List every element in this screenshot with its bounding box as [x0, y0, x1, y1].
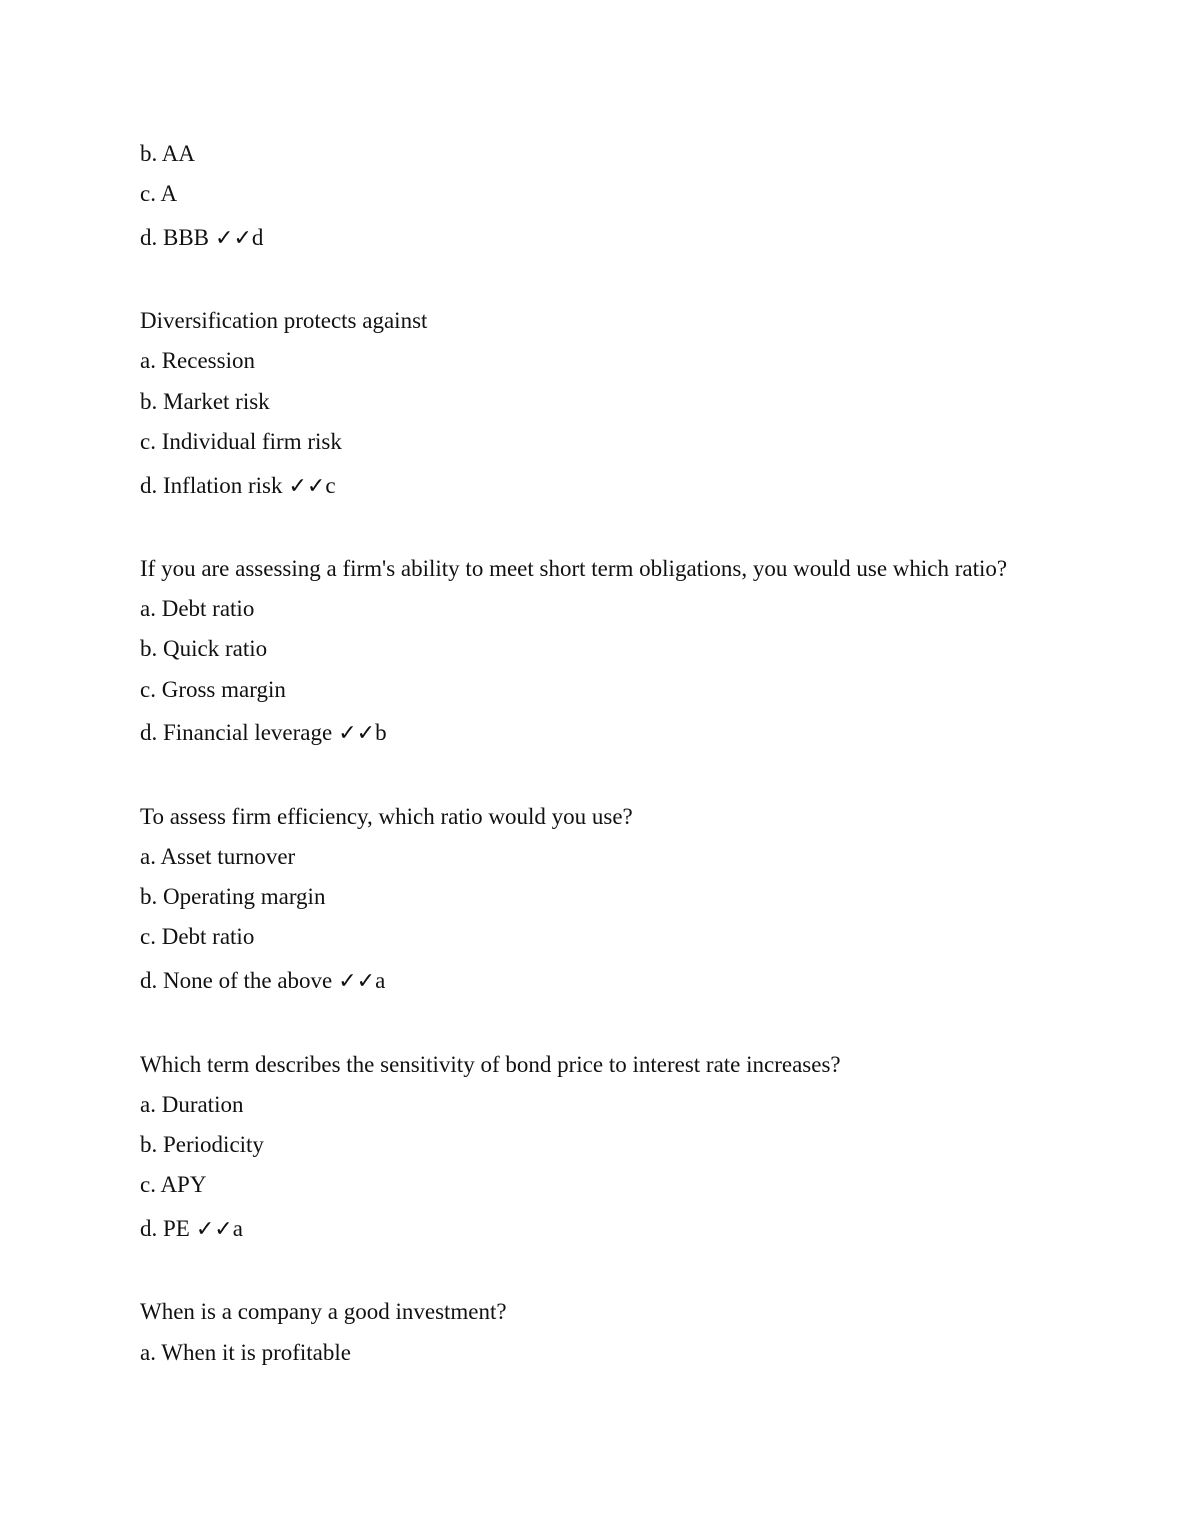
option-text: a. Recession: [140, 348, 255, 373]
answer-letter: c: [325, 473, 336, 498]
option-line: [140, 180, 177, 208]
option-line: [140, 347, 255, 375]
option-line: [140, 719, 387, 748]
option-text: a. When it is profitable: [140, 1340, 351, 1365]
option-line: [140, 843, 295, 871]
option-text: b. Quick ratio: [140, 636, 268, 661]
option-text: b. Market risk: [140, 389, 270, 414]
question-text: Diversification protects against: [140, 308, 428, 333]
option-text: d. PE: [140, 1216, 190, 1241]
question-text: Which term describes the sensitivity of bond price to interest rate increases?: [140, 1052, 841, 1077]
option-line: [140, 923, 254, 951]
answer-letter: d: [251, 225, 264, 250]
option-line: [140, 635, 267, 663]
option-text: b. Periodicity: [140, 1132, 264, 1157]
option-line: [140, 595, 254, 623]
option-line: [140, 1171, 206, 1199]
option-text: a. Duration: [140, 1092, 244, 1117]
option-text: a. Debt ratio: [140, 596, 255, 621]
option-text: b. Operating margin: [140, 884, 326, 909]
question-text: To assess firm efficiency, which ratio would you use?: [140, 804, 633, 829]
option-text: d. Financial leverage: [140, 720, 333, 745]
option-line: [140, 224, 263, 253]
option-text: d. Inflation risk: [140, 473, 283, 498]
option-line: [140, 428, 342, 456]
question-text: When is a company a good investment?: [140, 1299, 507, 1324]
option-text: c. Individual firm risk: [140, 429, 342, 454]
option-text: a. Asset turnover: [140, 844, 296, 869]
option-text: c. A: [140, 181, 178, 206]
option-text: d. BBB: [140, 225, 210, 250]
checkmark-icon: ✓✓: [195, 1217, 233, 1242]
checkmark-icon: ✓✓: [338, 721, 376, 746]
checkmark-icon: ✓✓: [215, 226, 252, 251]
answer-letter: a: [375, 968, 386, 993]
option-text: c. APY: [140, 1172, 207, 1197]
option-text: b. AA: [140, 141, 195, 166]
option-line: [140, 472, 336, 501]
option-text: c. Debt ratio: [140, 924, 255, 949]
option-text: d. None of the above: [140, 968, 333, 993]
option-text: c. Gross margin: [140, 677, 286, 702]
option-line: [140, 883, 325, 911]
option-line: [140, 1091, 243, 1119]
option-line: [140, 1339, 351, 1367]
answer-letter: b: [375, 720, 387, 745]
option-line: [140, 388, 270, 416]
option-line: [140, 1131, 264, 1159]
question-text: If you are assessing a firm's ability to meet short term obligations, you would use which ratio?: [140, 556, 1008, 581]
option-line: [140, 140, 195, 168]
checkmark-icon: ✓✓: [338, 969, 376, 994]
option-line: [140, 967, 385, 996]
checkmark-icon: ✓✓: [288, 474, 326, 499]
answer-letter: a: [232, 1216, 243, 1241]
option-line: [140, 1215, 243, 1244]
option-line: [140, 676, 286, 704]
